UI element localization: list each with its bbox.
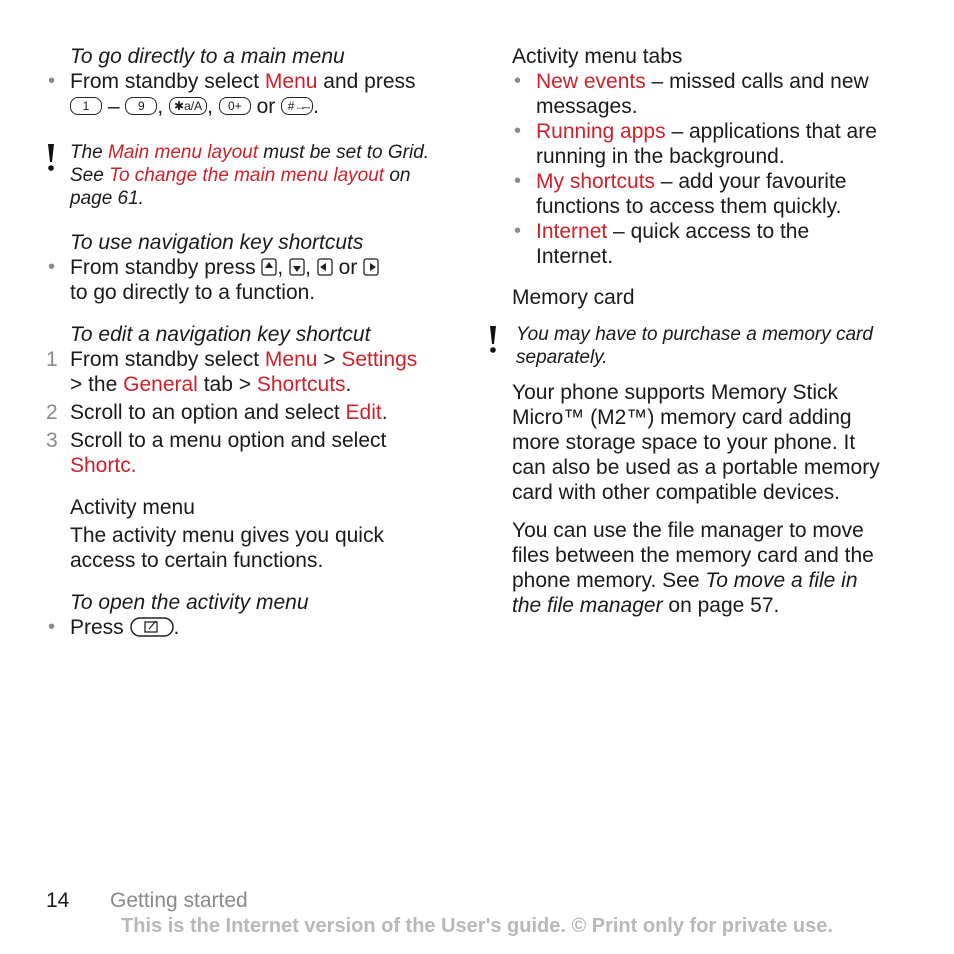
settings-link: Settings [341,348,418,371]
step-3: 3 Scroll to a menu option and select Shortc. [46,429,387,477]
shortc-link: Shortc. [70,454,137,477]
key-9: 9 [125,97,157,115]
list-item: • From standby press , , or to go directly to a function. [70,255,450,305]
key-hash: #→̶ [281,97,313,115]
change-layout-link: To change the main menu layout [109,165,385,186]
heading-nav-shortcuts: To use navigation key shortcuts [70,231,364,254]
shortcuts-link: Shortcuts [256,373,346,396]
list-item: • From standby select Menu and press 1 – 9 , ✱a/A , 0+ or #→̶ . [48,70,416,118]
tab-item-new-events: • New events – missed calls and new messages. [514,70,869,118]
running-apps-link: Running apps [536,120,666,143]
heading-activity-menu: Activity menu [70,496,195,519]
step-1: 1 From standby select Menu > Settings > the General tab > Shortcuts. [46,348,418,396]
edit-link: Edit [345,401,382,424]
menu-link: Menu [264,70,318,93]
nav-down-icon [289,258,305,276]
page-number: 14 [46,889,70,912]
file-manager-ref: To move a file in the file manager [512,569,858,617]
memory-paragraph-2: You can use the file manager to move files between the memory card and the phone memory. See To move a file in the file manager on page 57. [512,519,874,617]
bullet: • [48,70,56,92]
menu-link: Menu [264,348,318,371]
memory-paragraph-1: Your phone supports Memory Stick Micro™ (M2™) memory card adding more storage space to your phone. It can also be used as a portable memory card with other compatible devices. [512,381,880,504]
left-column [46,44,450,640]
key-star: ✱a/A [169,97,207,115]
nav-right-icon [363,258,379,276]
heading-activity-tabs: Activity menu tabs [512,45,683,68]
note-memory-purchase: You may have to purchase a memory card separately. [516,323,876,369]
my-shortcuts-link: My shortcuts [536,170,656,193]
tab-item-internet: • Internet – quick access to the Internet. [514,220,810,268]
note-main-menu-layout: The Main menu layout must be set to Grid. See To change the main menu layout on page 61. [70,141,450,210]
warning-icon [486,325,500,355]
warning-icon [44,143,58,173]
heading-memory-card: Memory card [512,286,635,309]
copyright-note: This is the Internet version of the User's guide. © Print only for private use. [121,915,833,937]
general-link: General [123,373,198,396]
nav-up-icon [261,258,277,276]
internet-link: Internet [536,220,608,243]
heading-main-menu: To go directly to a main menu [70,45,345,68]
main-menu-layout-link: Main menu layout [108,142,258,163]
right-column [512,44,902,618]
activity-key-icon [130,617,174,637]
new-events-link: New events [536,70,646,93]
nav-left-icon [317,258,333,276]
heading-open-activity: To open the activity menu [70,591,309,614]
list-item: • Press . [48,616,180,639]
step-2: 2 Scroll to an option and select Edit. [46,401,388,424]
activity-menu-text: The activity menu gives you quick access to certain functions. [70,524,384,572]
key-0: 0+ [219,97,251,115]
tab-item-running-apps: • Running apps – applications that are running in the background. [514,120,877,168]
key-1: 1 [70,97,102,115]
heading-edit-shortcut: To edit a navigation key shortcut [70,323,371,346]
section-name: Getting started [110,889,248,912]
tab-item-my-shortcuts: • My shortcuts – add your favourite functions to access them quickly. [514,170,847,218]
